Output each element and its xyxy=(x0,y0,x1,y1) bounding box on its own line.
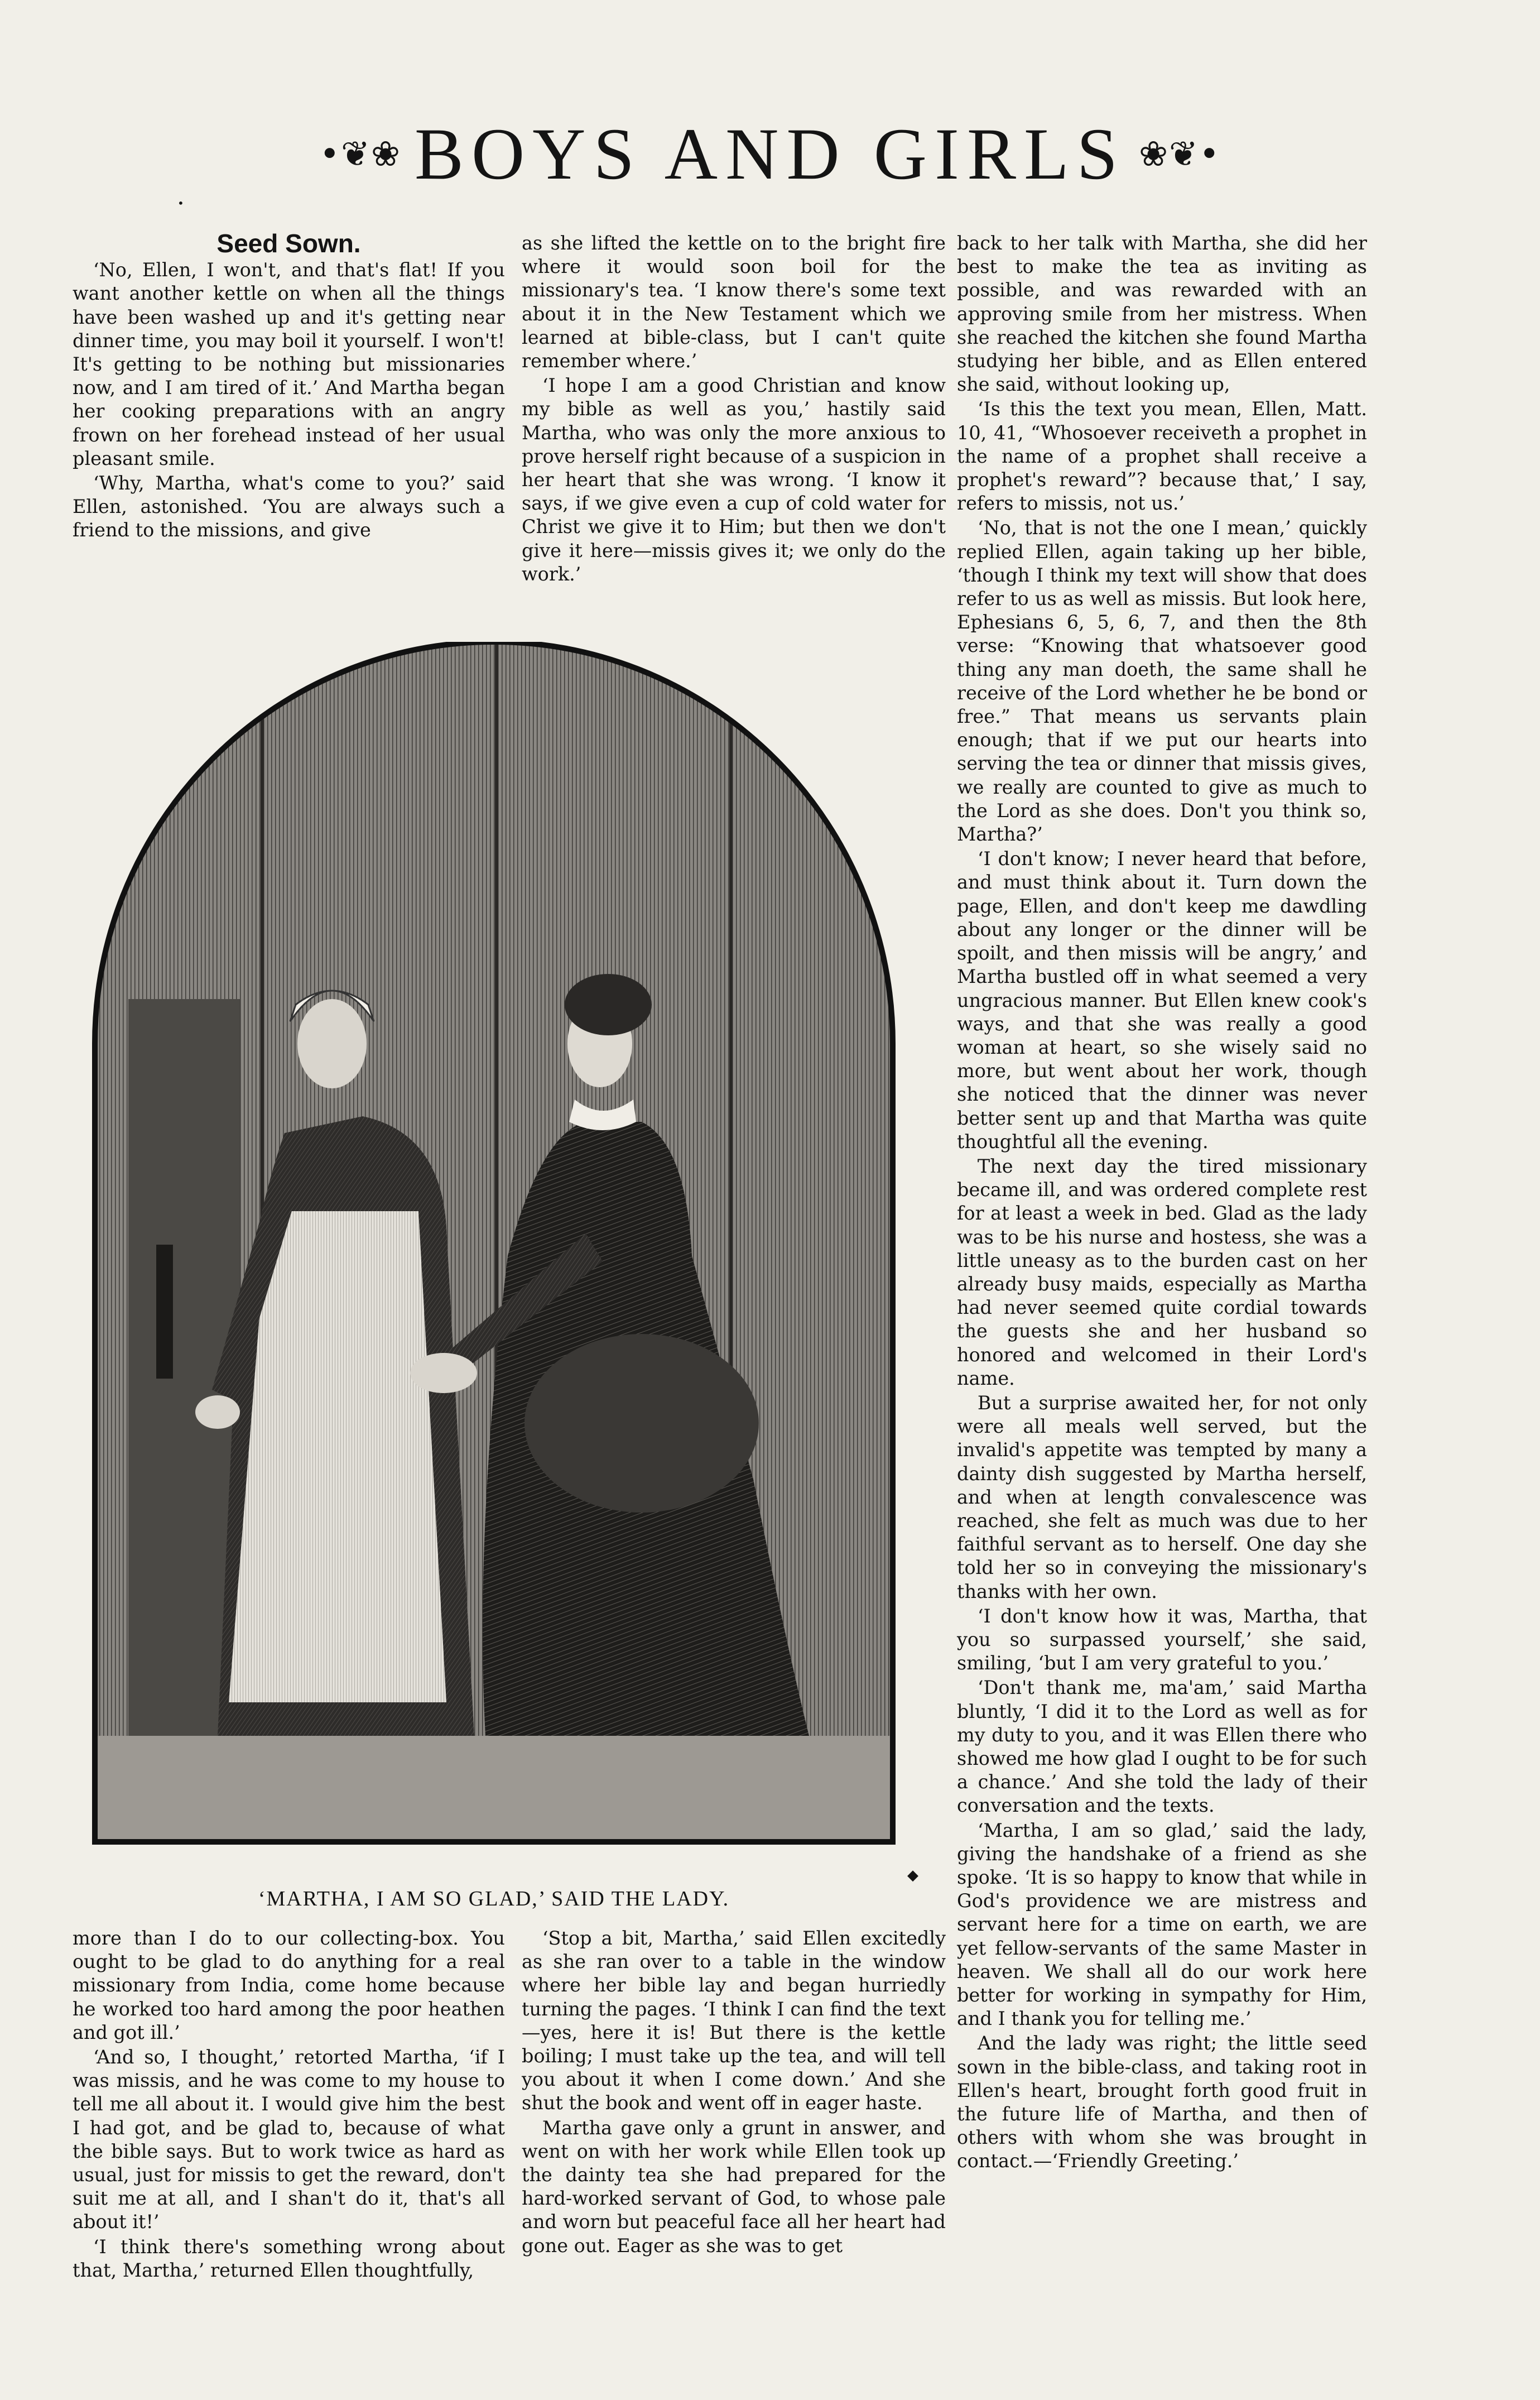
paragraph: ‘I don't know; I never heard that before, and must think about it. Turn down the page, Ellen, and don't keep me dawdling about any longer or the dinner will be spoilt, and then missis will be angry,’ and Martha bustled off in what seemed a very ungracious manner. But Ellen knew cook's ways, and that she was really a good woman at heart, so she wisely said no more, but went about her work, though she noticed that the dinner was never better sent up and that Martha was quite thoughtful all the evening. xyxy=(957,848,1367,1153)
door-hinge xyxy=(156,1245,173,1379)
paragraph: ‘Why, Martha, what's come to you?’ said Ellen, astonished. ‘You are always such a friend to the missions, and give xyxy=(73,472,505,541)
article-column-1 xyxy=(73,229,505,543)
paragraph: ‘And so, I thought,’ retorted Martha, ‘if I was missis, and he was come to my house to tell me all about it. I would give him the best I had got, and be glad to, because of what the bible says. But to work twice as hard as usual, just for missis to get the reward, don't suit me at all, and I shan't do it, that's all about it!’ xyxy=(73,2046,505,2233)
paragraph: ‘Don't thank me, ma'am,’ said Martha bluntly, ‘I did it to the Lord as well as for my duty to you, and it was Ellen there who showed me how glad I ought to be for such a chance.’ And she told the lady of their conversation and the texts. xyxy=(957,1677,1367,1817)
right-ornament: ❀❦• xyxy=(1139,133,1221,174)
maid-hand xyxy=(195,1395,240,1429)
lady-bustle xyxy=(524,1334,759,1513)
floor xyxy=(84,1736,904,1847)
paragraph: But a surprise awaited her, for not only were all meals well served, but the invalid's appetite was tempted by many a dainty dish suggested by Martha herself, and when at length convalescence was reached, she felt as much was due to her faithful servant as to herself. One day she told her so in conveying the missionary's thanks with her own. xyxy=(957,1391,1367,1602)
print-speck: • xyxy=(177,196,184,210)
paragraph: ‘Stop a bit, Martha,’ said Ellen excitedly as she ran over to a table in the window where her bible lay and began hurriedly turning the pages. ‘I think I can find the text—yes, here it is! But there is the kettle boiling; I must take up the tea, and will tell you about it when I come down.’ And she shut the book and went off in eager haste. xyxy=(522,1927,946,2114)
masthead-title: BOYS AND GIRLS xyxy=(414,112,1126,195)
paragraph: ‘I don't know how it was, Martha, that you so surpassed yourself,’ she said, smiling, ‘but I am very grateful to you.’ xyxy=(957,1605,1367,1674)
masthead xyxy=(0,109,1540,198)
illustration-caption: ‘MARTHA, I AM SO GLAD,’ SAID THE LADY. xyxy=(258,1887,730,1911)
paragraph: The next day the tired missionary became ill, and was ordered complete rest for at least a week in bed. Glad as the lady was to be his nurse and hostess, she was a little uneasy as to the burden cast on her already busy maids, especially as Martha had never seemed quite cordial towards the guests she and her husband so honored and welcomed in their Lord's name. xyxy=(957,1155,1367,1389)
article-column-2-bottom xyxy=(522,1927,946,2258)
article-column-1-bottom xyxy=(73,1927,505,2282)
paragraph: back to her talk with Martha, she did her best to make the tea as inviting as possible, and was rewarded with an approving smile from her mistress. When she reached the kitchen she found Martha studying her bible, and as Ellen entered she said, without looking up, xyxy=(957,232,1367,396)
caption-mark: ◆ xyxy=(907,1867,918,1884)
engraving-illustration xyxy=(84,642,904,1847)
maid-face xyxy=(297,999,367,1088)
article-column-3 xyxy=(957,232,1367,2173)
lady-hair xyxy=(565,974,652,1035)
paragraph: Martha gave only a grunt in answer, and went on with her work while Ellen took up the dainty tea she had prepared for the hard-worked servant of God, to whose pale and worn but peaceful face all her heart had gone out. Eager as she was to get xyxy=(522,2116,946,2257)
paragraph: ‘No, that is not the one I mean,’ quickly replied Ellen, again taking up her bible, ‘though I think my text will show that does refer to us as well as missis. But look here, Ephesians 6, 5, 6, 7, and then the 8th verse: “Knowing that whatsoever good thing any man doeth, the same shall he receive of the Lord whether he be bond or free.” That means us servants plain enough; that if we put our hearts into serving the tea or dinner that missis gives, we really are counted to give as much to the Lord as she does. Don't you think so, Martha?’ xyxy=(957,517,1367,846)
paragraph: as she lifted the kettle on to the bright fire where it would soon boil for the missionary's tea. ‘I know there's some text about it in the New Testament which we learned at bible-class, but I can't quite remember where.’ xyxy=(522,232,946,372)
paragraph: ‘I hope I am a good Christian and know my bible as well as you,’ hastily said Martha, who was only the more anxious to prove herself right because of a suspicion in her heart that she was wrong. ‘I know it says, if we give even a cup of cold water for Christ we give it to Him; but then we don't give it here—missis gives it; we only do the work.’ xyxy=(522,375,946,585)
paragraph: ‘Martha, I am so glad,’ said the lady, giving the handshake of a friend as she spoke. ‘It is so happy to know that while in God's providence we are mistress and servant here for a time on earth, we are yet fellow-servants of the same Master in heaven. We shall all do our work here better for working in sympathy for Him, and I thank you for telling me.’ xyxy=(957,1819,1367,2030)
article-heading: Seed Sown. xyxy=(216,229,361,258)
paragraph: ‘Is this the text you mean, Ellen, Matt. 10, 41, “Whosoever receiveth a prophet in the name of a prophet shall receive a prophet's reward”? because that,’ I say, refers to missis, not us.’ xyxy=(957,398,1367,515)
clasped-hands xyxy=(410,1353,477,1393)
left-ornament: •❦❀ xyxy=(319,133,401,174)
paragraph: ‘I think there's something wrong about that, Martha,’ returned Ellen thoughtfully, xyxy=(73,2235,505,2281)
paragraph: more than I do to our collecting-box. You ought to be glad to do anything for a real missionary from India, come home because he worked too hard among the poor heathen and got ill.’ xyxy=(73,1927,505,2043)
paragraph: ‘No, Ellen, I won't, and that's flat! If you want another kettle on when all the things have been washed up and it's getting near dinner time, you may boil it yourself. I won't! It's getting to be nothing but missionaries now, and I am tired of it.’ And Martha began her cooking preparations with an angry frown on her forehead instead of her usual pleasant smile. xyxy=(73,259,505,469)
article-column-2 xyxy=(522,232,946,586)
paragraph: And the lady was right; the little seed sown in the bible-class, and taking root in Ellen's heart, brought forth good fruit in the future life of Martha, and then of others with whom she was brought in contact.—‘Friendly Greeting.’ xyxy=(957,2032,1367,2172)
